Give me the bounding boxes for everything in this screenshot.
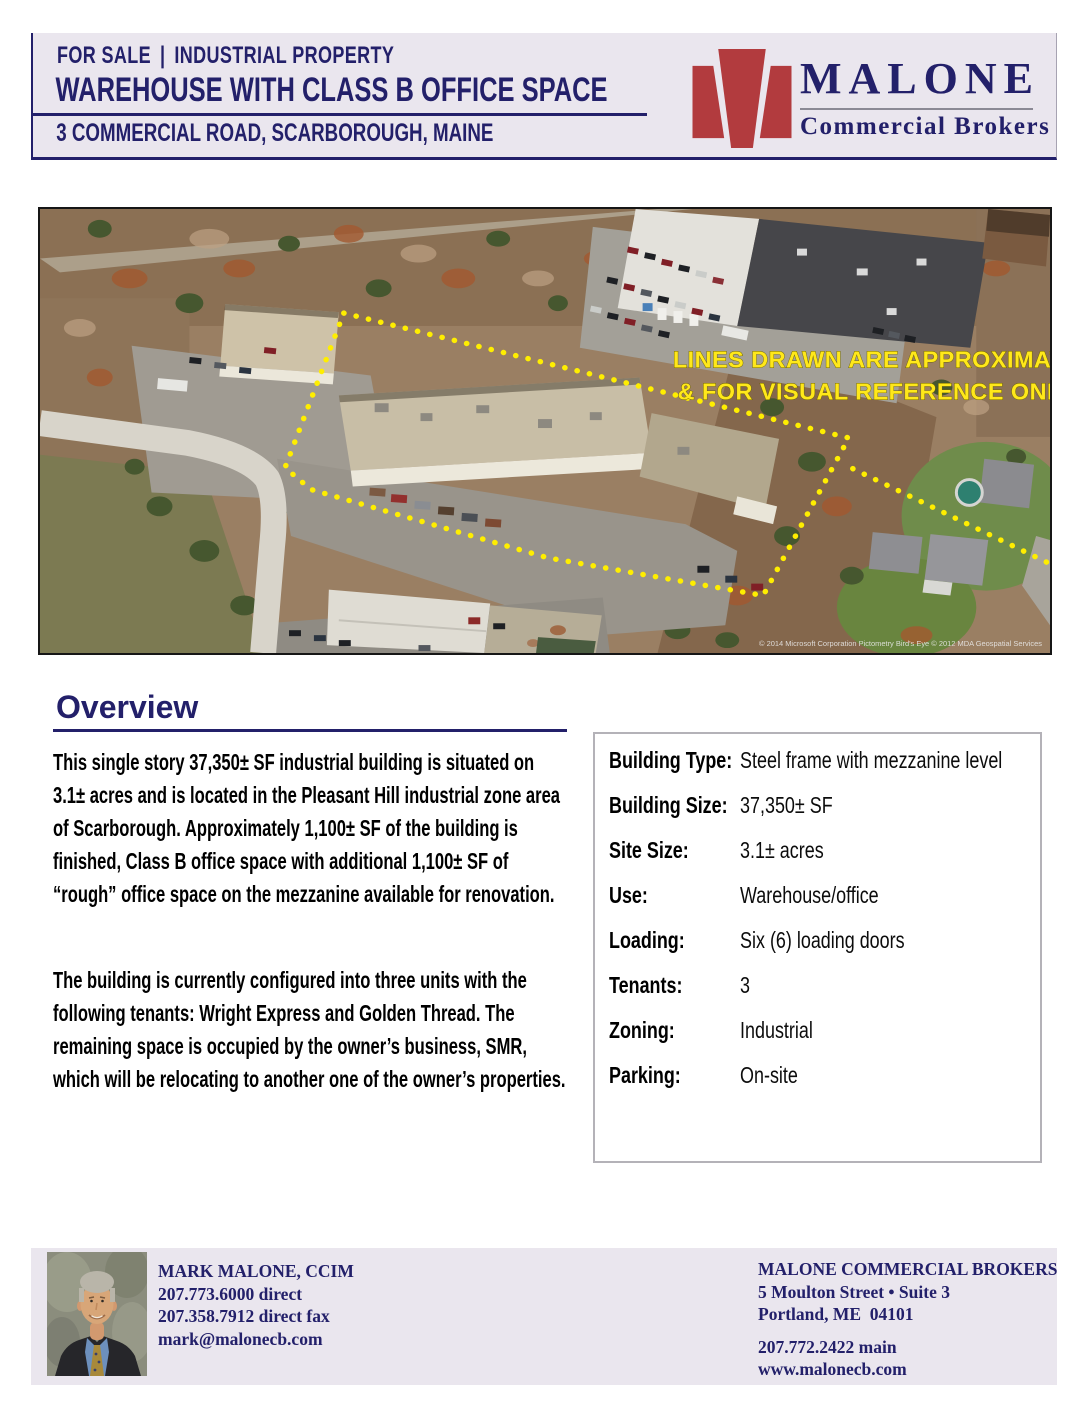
logo-tagline: Commercial Brokers (800, 113, 1051, 140)
spec-label-parking: Parking: (609, 1062, 681, 1088)
overview-paragraph-2: The building is currently configured into three units with the following tenants: Wright Express and Golden Thread. The remaining space is occupied by the owner’s business, SMR, which will be relocating to another one of the owner’s properties. (53, 967, 566, 1092)
property-address: 3 COMMERCIAL ROAD, SCARBOROUGH, MAINE (56, 119, 494, 147)
eyebrow-divider: | (160, 42, 166, 69)
spec-label-tenants: Tenants: (609, 972, 683, 998)
company-city: Portland, ME 04101 (758, 1304, 914, 1324)
logo-divider (800, 108, 1033, 110)
company-name: MALONE COMMERCIAL BROKERS (758, 1259, 1058, 1279)
spec-value-parking: On-site (740, 1062, 798, 1088)
table-row (609, 970, 1015, 1000)
agent-headshot (47, 1252, 147, 1376)
spec-value-tenants: 3 (740, 972, 751, 998)
agent-email: mark@malonecb.com (158, 1328, 323, 1349)
spec-value-building-size: 37,350± SF (740, 792, 833, 818)
table-row (609, 925, 1015, 955)
company-contact-block (758, 1258, 1057, 1381)
table-row (609, 1015, 1015, 1045)
table-row (609, 745, 1015, 775)
spec-label-zoning: Zoning: (609, 1017, 675, 1043)
spec-value-site-size: 3.1± acres (740, 837, 824, 863)
spacer (758, 1326, 1057, 1336)
property-type-label: INDUSTRIAL PROPERTY (174, 42, 395, 69)
table-row (609, 880, 1015, 910)
aerial-photo (38, 207, 1052, 655)
overview-body (53, 746, 567, 1096)
overview-heading: Overview (56, 689, 199, 725)
spec-label-building-size: Building Size: (609, 792, 728, 818)
page-title: WAREHOUSE WITH CLASS B OFFICE SPACE (55, 71, 608, 109)
company-website: www.malonecb.com (758, 1359, 907, 1379)
company-street: 5 Moulton Street • Suite 3 (758, 1281, 950, 1302)
company-phone: 207.772.2422 main (758, 1336, 897, 1357)
flyer-footer (31, 1248, 1057, 1385)
logo-wordmark: MALONE (800, 54, 1040, 103)
agent-name: MARK MALONE, CCIM (158, 1261, 354, 1281)
disclaimer-line2: & FOR VISUAL REFERENCE ONLY (677, 378, 1050, 405)
spec-label-building-type: Building Type: (609, 747, 733, 773)
overview-underline (53, 729, 567, 732)
spec-value-use: Warehouse/office (740, 882, 879, 908)
spec-label-use: Use: (609, 882, 648, 908)
agent-fax: 207.358.7912 direct fax (158, 1306, 330, 1326)
sale-type-line (57, 42, 394, 70)
photo-watermark: © 2014 Microsoft Corporation Pictometry Bird's Eye © 2012 MDA Geospatial Services (759, 639, 1043, 649)
header-text-block (33, 33, 708, 157)
spec-label-site-size: Site Size: (609, 837, 689, 863)
spec-value-zoning: Industrial (740, 1017, 813, 1043)
aerial-photo-graphic (40, 209, 1050, 653)
title-underline (33, 113, 647, 116)
spec-value-loading: Six (6) loading doors (740, 927, 905, 953)
table-row (609, 1060, 1015, 1090)
disclaimer-line1: LINES DRAWN ARE APPROXIMATE (672, 346, 1050, 373)
malone-logo (685, 45, 1065, 155)
malone-keystone-icon (685, 49, 799, 148)
flyer-header (31, 33, 1057, 160)
spec-value-building-type: Steel frame with mezzanine level (740, 747, 1003, 773)
property-specs-table (593, 732, 1042, 1163)
spec-label-loading: Loading: (609, 927, 685, 953)
table-row (609, 835, 1015, 865)
table-row (609, 790, 1015, 820)
for-sale-label: FOR SALE (57, 42, 152, 69)
agent-contact-block (158, 1260, 354, 1350)
overview-paragraph-1: This single story 37,350± SF industrial building is situated on 3.1± acres and is located in the Pleasant Hill industrial zone area of Scarborough. Approximately 1,100± SF of the building is finished, Class B office space with additional 1,100± SF of “rough” office space on the mezzanine available for renovation. (53, 749, 560, 907)
agent-phone: 207.773.6000 direct (158, 1283, 303, 1304)
